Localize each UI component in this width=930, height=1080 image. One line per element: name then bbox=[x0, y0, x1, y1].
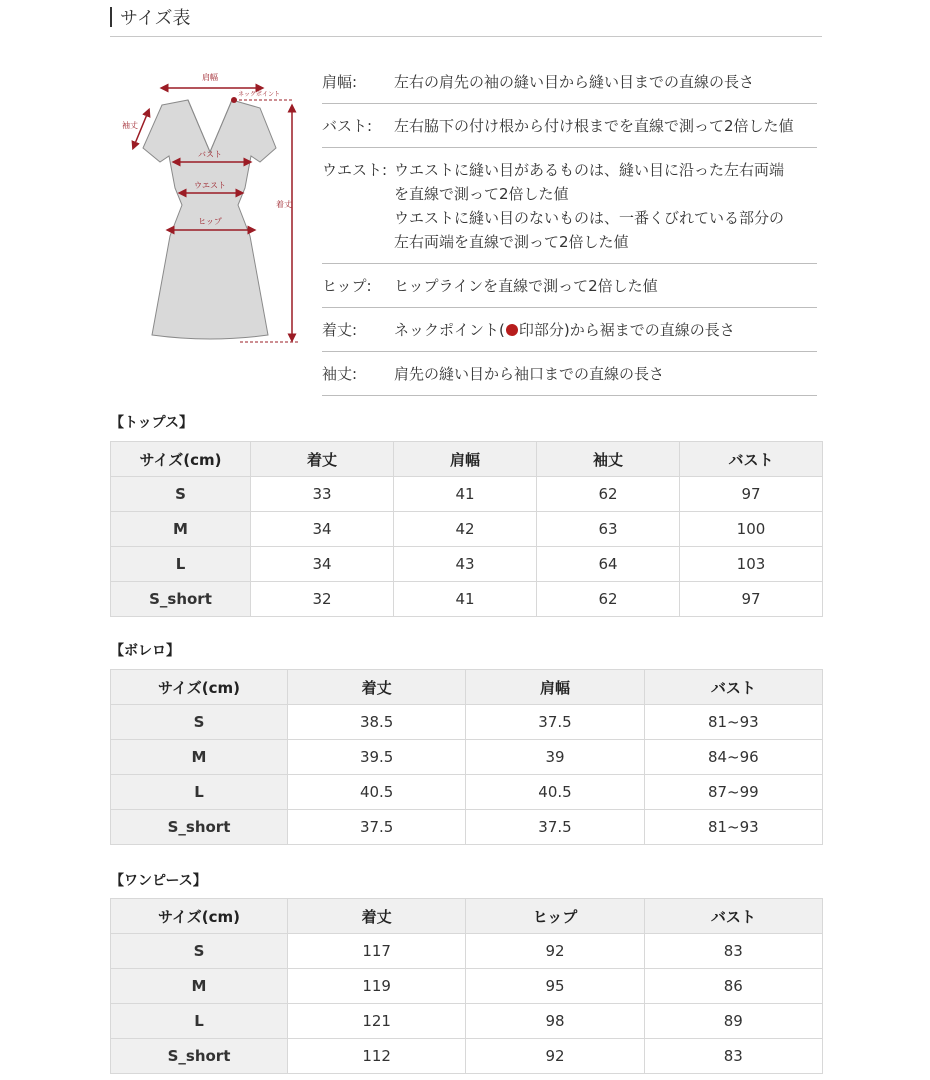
table-cell: 97 bbox=[680, 477, 823, 512]
waist-label: ウエスト bbox=[194, 181, 226, 190]
table-row bbox=[111, 740, 823, 775]
definition-desc: 左右の肩先の袖の縫い目から縫い目までの直線の長さ bbox=[394, 73, 755, 91]
table-cell: 97 bbox=[680, 582, 823, 617]
table-cell: 34 bbox=[251, 547, 394, 582]
column-header: サイズ(cm) bbox=[111, 670, 288, 705]
column-header: 袖丈 bbox=[537, 442, 680, 477]
definition-term: ヒップ: bbox=[322, 277, 372, 295]
column-header: サイズ(cm) bbox=[111, 442, 251, 477]
onepiece-section-title: 【ワンピース】 bbox=[110, 873, 207, 889]
table-row bbox=[111, 810, 823, 845]
table-header-row bbox=[111, 442, 823, 477]
definition-term: ウエスト: bbox=[322, 161, 388, 179]
definition-sleeve bbox=[322, 352, 817, 396]
size-label-cell: S bbox=[111, 934, 288, 969]
size-label-cell: L bbox=[111, 775, 288, 810]
definition-desc bbox=[394, 318, 817, 342]
tops-size-table bbox=[110, 441, 823, 617]
table-cell: 89 bbox=[644, 1004, 822, 1039]
size-label-cell: S_short bbox=[111, 1039, 288, 1074]
definition-waist bbox=[322, 148, 817, 264]
table-header-row bbox=[111, 899, 823, 934]
table-cell: 112 bbox=[288, 1039, 466, 1074]
red-dot-icon bbox=[506, 324, 518, 336]
table-row bbox=[111, 1039, 823, 1074]
column-header: バスト bbox=[644, 899, 822, 934]
dress-illustration bbox=[110, 60, 315, 360]
hip-label: ヒップ bbox=[198, 217, 222, 226]
table-row bbox=[111, 969, 823, 1004]
definition-shoulder bbox=[322, 60, 817, 104]
length-label: 着丈 bbox=[276, 200, 292, 209]
table-cell: 83 bbox=[644, 1039, 822, 1074]
definition-hip bbox=[322, 264, 817, 308]
table-cell: 38.5 bbox=[288, 705, 466, 740]
column-header: 肩幅 bbox=[394, 442, 537, 477]
table-cell: 32 bbox=[251, 582, 394, 617]
table-row bbox=[111, 934, 823, 969]
table-cell: 81~93 bbox=[644, 705, 822, 740]
definition-desc: 左右脇下の付け根から付け根までを直線で測って2倍した値 bbox=[394, 117, 794, 135]
table-cell: 84~96 bbox=[644, 740, 822, 775]
neck-point-label: ネックポイント bbox=[238, 91, 281, 98]
tops-section-title: 【トップス】 bbox=[110, 415, 194, 431]
definition-desc: ウエストに縫い目があるものは、縫い目に沿った左右両端 を直線で測って2倍した値 ウエストに縫い目のないものは、一番くびれている部分の 左右両端を直線で測って2倍した値 bbox=[394, 161, 785, 251]
sleeve-label: 袖丈 bbox=[122, 121, 138, 130]
definition-length bbox=[322, 308, 817, 352]
definition-desc: 肩先の縫い目から袖口までの直線の長さ bbox=[394, 365, 665, 383]
table-cell: 63 bbox=[537, 512, 680, 547]
shoulder-label: 肩幅 bbox=[202, 73, 218, 82]
column-header: サイズ(cm) bbox=[111, 899, 288, 934]
column-header: 着丈 bbox=[251, 442, 394, 477]
size-label-cell: M bbox=[111, 969, 288, 1004]
bolero-size-table bbox=[110, 669, 823, 845]
table-cell: 62 bbox=[537, 582, 680, 617]
table-cell: 119 bbox=[288, 969, 466, 1004]
definition-desc-part: 印部分)から裾までの直線の長さ bbox=[518, 321, 735, 339]
definition-term: 袖丈: bbox=[322, 365, 358, 383]
table-cell: 42 bbox=[394, 512, 537, 547]
table-cell: 98 bbox=[466, 1004, 644, 1039]
column-header: 着丈 bbox=[288, 899, 466, 934]
size-label-cell: S_short bbox=[111, 582, 251, 617]
table-cell: 103 bbox=[680, 547, 823, 582]
bolero-section-title: 【ボレロ】 bbox=[110, 643, 180, 659]
page-title-text: サイズ表 bbox=[120, 8, 191, 29]
table-cell: 87~99 bbox=[644, 775, 822, 810]
table-cell: 83 bbox=[644, 934, 822, 969]
table-cell: 121 bbox=[288, 1004, 466, 1039]
table-row bbox=[111, 775, 823, 810]
table-row bbox=[111, 547, 823, 582]
table-cell: 33 bbox=[251, 477, 394, 512]
definition-term: バスト: bbox=[322, 117, 373, 135]
size-label-cell: L bbox=[111, 1004, 288, 1039]
table-cell: 81~93 bbox=[644, 810, 822, 845]
onepiece-size-table bbox=[110, 898, 823, 1074]
page-title bbox=[110, 4, 191, 30]
table-cell: 41 bbox=[394, 477, 537, 512]
table-cell: 117 bbox=[288, 934, 466, 969]
table-cell: 37.5 bbox=[288, 810, 466, 845]
neck-point-dot bbox=[231, 97, 237, 103]
size-label-cell: M bbox=[111, 512, 251, 547]
table-cell: 86 bbox=[644, 969, 822, 1004]
table-cell: 40.5 bbox=[288, 775, 466, 810]
table-cell: 64 bbox=[537, 547, 680, 582]
table-cell: 39.5 bbox=[288, 740, 466, 775]
column-header: バスト bbox=[680, 442, 823, 477]
table-header-row bbox=[111, 670, 823, 705]
column-header: ヒップ bbox=[466, 899, 644, 934]
table-cell: 100 bbox=[680, 512, 823, 547]
table-cell: 62 bbox=[537, 477, 680, 512]
definition-desc-part: ネックポイント( bbox=[394, 321, 505, 339]
table-cell: 43 bbox=[394, 547, 537, 582]
column-header: バスト bbox=[644, 670, 822, 705]
title-divider bbox=[110, 36, 822, 37]
size-label-cell: S_short bbox=[111, 810, 288, 845]
title-bar bbox=[110, 7, 112, 27]
size-label-cell: S bbox=[111, 477, 251, 512]
table-row bbox=[111, 582, 823, 617]
column-header: 着丈 bbox=[288, 670, 466, 705]
table-row bbox=[111, 477, 823, 512]
table-cell: 34 bbox=[251, 512, 394, 547]
table-row bbox=[111, 512, 823, 547]
definition-desc: ヒップラインを直線で測って2倍した値 bbox=[394, 277, 658, 295]
table-cell: 92 bbox=[466, 934, 644, 969]
size-label-cell: S bbox=[111, 705, 288, 740]
definition-term: 肩幅: bbox=[322, 73, 358, 91]
table-row bbox=[111, 705, 823, 740]
size-label-cell: M bbox=[111, 740, 288, 775]
definition-term: 着丈: bbox=[322, 321, 358, 339]
table-cell: 37.5 bbox=[466, 705, 644, 740]
table-cell: 39 bbox=[466, 740, 644, 775]
table-cell: 37.5 bbox=[466, 810, 644, 845]
definition-bust bbox=[322, 104, 817, 148]
table-row bbox=[111, 1004, 823, 1039]
table-cell: 92 bbox=[466, 1039, 644, 1074]
dress-measurement-diagram bbox=[110, 60, 315, 360]
table-cell: 95 bbox=[466, 969, 644, 1004]
column-header: 肩幅 bbox=[466, 670, 644, 705]
bust-label: バスト bbox=[198, 150, 222, 159]
table-cell: 41 bbox=[394, 582, 537, 617]
size-label-cell: L bbox=[111, 547, 251, 582]
measurement-definitions bbox=[322, 60, 817, 396]
table-cell: 40.5 bbox=[466, 775, 644, 810]
